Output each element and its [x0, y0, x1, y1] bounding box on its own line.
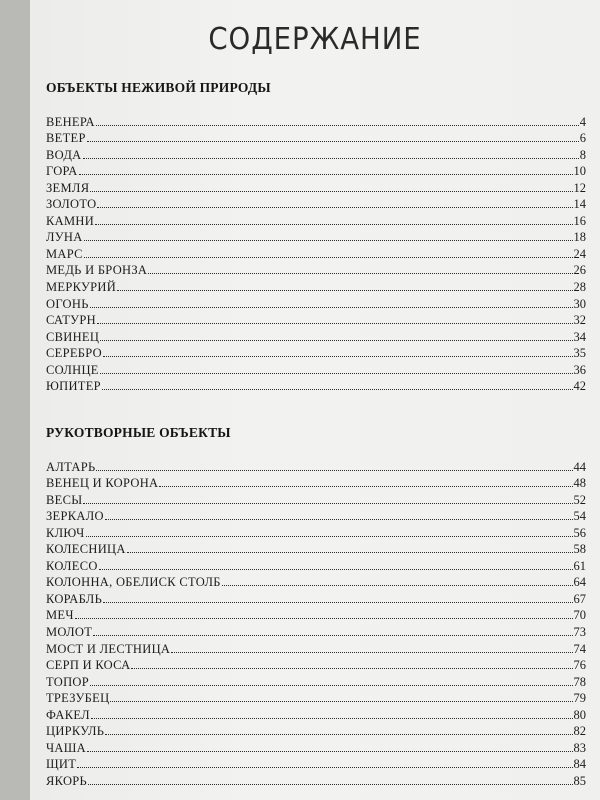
toc-entry-label: ВЕСЫ: [46, 492, 83, 507]
dot-leader: [127, 552, 573, 553]
toc-entry: [46, 474, 586, 491]
toc-entry-label: ГОРА: [46, 164, 78, 179]
toc-entry-label: ЗОЛОТО: [46, 197, 97, 212]
dot-leader: [77, 767, 572, 768]
toc-entry-label: МОЛОТ: [46, 625, 93, 640]
toc-entry-page-number: 34: [573, 329, 586, 344]
toc-entry: [46, 261, 586, 278]
dot-leader: [84, 240, 573, 241]
toc-list-inanimate: [46, 112, 586, 393]
toc-entry-label: ЩИТ: [46, 757, 77, 772]
toc-entry: [46, 294, 586, 311]
toc-entry-label: ВОДА: [46, 147, 82, 162]
toc-entry-label: КЛЮЧ: [46, 525, 85, 540]
toc-entry: [46, 738, 586, 755]
toc-entry-page-number: 58: [573, 542, 586, 557]
dot-leader: [96, 125, 579, 126]
toc-entry: [46, 277, 586, 294]
toc-entry-page-number: 54: [573, 509, 586, 524]
toc-entry-label: МЕДЬ И БРОНЗА: [46, 263, 148, 278]
toc-entry-label: АЛТАРЬ: [46, 459, 96, 474]
toc-entry: [46, 639, 586, 656]
toc-entry-page-number: 26: [573, 263, 586, 278]
dot-leader: [96, 470, 572, 471]
toc-entry-page-number: 42: [573, 379, 586, 394]
dot-leader: [148, 273, 572, 274]
toc-entry-label: ЗЕМЛЯ: [46, 180, 90, 195]
dot-leader: [75, 618, 573, 619]
toc-entry-label: СЕРЕБРО: [46, 346, 102, 361]
toc-entry-label: ФАКЕЛ: [46, 707, 90, 722]
dot-leader: [222, 585, 573, 586]
toc-entry: [46, 360, 586, 377]
toc-entry-label: КОРАБЛЬ: [46, 591, 103, 606]
toc-entry: [46, 195, 586, 212]
toc-entry-page-number: 79: [573, 691, 586, 706]
toc-entry-label: МАРС: [46, 246, 83, 261]
toc-entry-page-number: 76: [573, 658, 586, 673]
toc-entry-page-number: 56: [573, 525, 586, 540]
dot-leader: [79, 174, 573, 175]
toc-entry-page-number: 70: [573, 608, 586, 623]
dot-leader: [105, 519, 573, 520]
toc-entry-page-number: 8: [579, 147, 586, 162]
toc-entry: [46, 755, 586, 772]
dot-leader: [131, 668, 572, 669]
dot-leader: [159, 486, 572, 487]
toc-entry-page-number: 52: [573, 492, 586, 507]
dot-leader: [88, 784, 572, 785]
toc-entry-page-number: 30: [573, 296, 586, 311]
toc-list-manmade: [46, 457, 586, 788]
toc-entry-page-number: 67: [573, 591, 586, 606]
dot-leader: [102, 389, 573, 390]
toc-entry-label: ВЕНЕРА: [46, 114, 95, 129]
toc-entry-label: КАМНИ: [46, 213, 95, 228]
book-page: [30, 0, 600, 800]
toc-entry-label: КОЛЕСНИЦА: [46, 542, 126, 557]
dot-leader: [87, 751, 573, 752]
toc-entry-page-number: 35: [573, 346, 586, 361]
toc-entry: [46, 244, 586, 261]
toc-entry-page-number: 6: [579, 131, 586, 146]
toc-entry-label: МЕРКУРИЙ: [46, 280, 117, 295]
toc-entry-page-number: 16: [573, 213, 586, 228]
toc-entry-label: ЛУНА: [46, 230, 83, 245]
toc-entry-label: КОЛОННА, ОБЕЛИСК СТОЛБ: [46, 575, 221, 590]
toc-entry: [46, 622, 586, 639]
toc-entry-page-number: 74: [573, 641, 586, 656]
dot-leader: [95, 224, 572, 225]
toc-entry-label: МОСТ И ЛЕСТНИЦА: [46, 641, 171, 656]
toc-entry: [46, 311, 586, 328]
toc-entry-label: МЕЧ: [46, 608, 74, 623]
section-heading-inanimate: ОБЪЕКТЫ НЕЖИВОЙ ПРИРОДЫ: [46, 80, 271, 95]
dot-leader: [91, 718, 573, 719]
toc-entry: [46, 377, 586, 394]
toc-entry: [46, 457, 586, 474]
toc-entry-label: ТРЕЗУБЕЦ: [46, 691, 110, 706]
toc-entry-page-number: 48: [573, 476, 586, 491]
toc-entry-label: СЕРП И КОСА: [46, 658, 131, 673]
toc-entry-page-number: 4: [579, 114, 586, 129]
toc-entry-page-number: 84: [573, 757, 586, 772]
toc-entry-page-number: 78: [573, 674, 586, 689]
dot-leader: [83, 503, 572, 504]
toc-entry: [46, 228, 586, 245]
toc-entry: [46, 327, 586, 344]
toc-entry-page-number: 10: [573, 164, 586, 179]
toc-entry-label: ЗЕРКАЛО: [46, 509, 104, 524]
toc-entry-page-number: 61: [573, 558, 586, 573]
toc-entry: [46, 771, 586, 788]
toc-entry-label: ЦИРКУЛЬ: [46, 724, 105, 739]
dot-leader: [100, 340, 572, 341]
toc-entry-page-number: 32: [573, 313, 586, 328]
toc-entry: [46, 211, 586, 228]
section-heading-manmade: РУКОТВОРНЫЕ ОБЪЕКТЫ: [46, 425, 231, 440]
toc-entry-page-number: 80: [573, 707, 586, 722]
dot-leader: [84, 257, 573, 258]
toc-entry-page-number: 85: [573, 773, 586, 788]
toc-entry-label: САТУРН: [46, 313, 96, 328]
toc-entry: [46, 705, 586, 722]
toc-entry-label: ТОПОР: [46, 674, 90, 689]
toc-entry-page-number: 73: [573, 625, 586, 640]
toc-entry-page-number: 44: [573, 459, 586, 474]
toc-entry: [46, 689, 586, 706]
toc-entry-page-number: 28: [573, 280, 586, 295]
toc-entry: [46, 162, 586, 179]
toc-entry: [46, 722, 586, 739]
toc-entry: [46, 507, 586, 524]
toc-entry-page-number: 82: [573, 724, 586, 739]
page-title: СОДЕРЖАНИЕ: [208, 22, 422, 57]
toc-entry-label: ОГОНЬ: [46, 296, 89, 311]
toc-entry: [46, 112, 586, 129]
toc-entry-page-number: 14: [573, 197, 586, 212]
toc-entry: [46, 540, 586, 557]
toc-entry: [46, 178, 586, 195]
toc-entry: [46, 344, 586, 361]
toc-entry-label: СОЛНЦЕ: [46, 362, 99, 377]
dot-leader: [117, 290, 572, 291]
dot-leader: [99, 569, 573, 570]
toc-entry-label: ЧАША: [46, 740, 86, 755]
toc-entry-label: ВЕТЕР: [46, 131, 86, 146]
dot-leader: [110, 701, 572, 702]
dot-leader: [90, 307, 573, 308]
dot-leader: [105, 734, 572, 735]
toc-entry: [46, 656, 586, 673]
dot-leader: [100, 373, 573, 374]
toc-entry-label: СВИНЕЦ: [46, 329, 100, 344]
toc-entry: [46, 606, 586, 623]
toc-entry: [46, 573, 586, 590]
toc-entry-page-number: 36: [573, 362, 586, 377]
dot-leader: [93, 635, 572, 636]
dot-leader: [97, 323, 573, 324]
toc-entry-page-number: 18: [573, 230, 586, 245]
toc-entry: [46, 523, 586, 540]
toc-entry: [46, 145, 586, 162]
dot-leader: [103, 602, 572, 603]
dot-leader: [97, 207, 572, 208]
toc-entry: [46, 129, 586, 146]
dot-leader: [87, 141, 579, 142]
toc-entry-page-number: 24: [573, 246, 586, 261]
toc-entry: [46, 556, 586, 573]
toc-entry: [46, 672, 586, 689]
dot-leader: [90, 191, 572, 192]
dot-leader: [90, 685, 572, 686]
toc-entry: [46, 589, 586, 606]
toc-entry-page-number: 12: [573, 180, 586, 195]
toc-entry-label: ЯКОРЬ: [46, 773, 88, 788]
toc-entry-label: ВЕНЕЦ И КОРОНА: [46, 476, 159, 491]
dot-leader: [103, 356, 573, 357]
toc-entry-page-number: 64: [573, 575, 586, 590]
toc-entry-page-number: 83: [573, 740, 586, 755]
toc-entry: [46, 490, 586, 507]
dot-leader: [171, 652, 572, 653]
dot-leader: [86, 536, 573, 537]
dot-leader: [83, 158, 579, 159]
toc-entry-label: КОЛЕСО: [46, 558, 98, 573]
toc-entry-label: ЮПИТЕР: [46, 379, 101, 394]
